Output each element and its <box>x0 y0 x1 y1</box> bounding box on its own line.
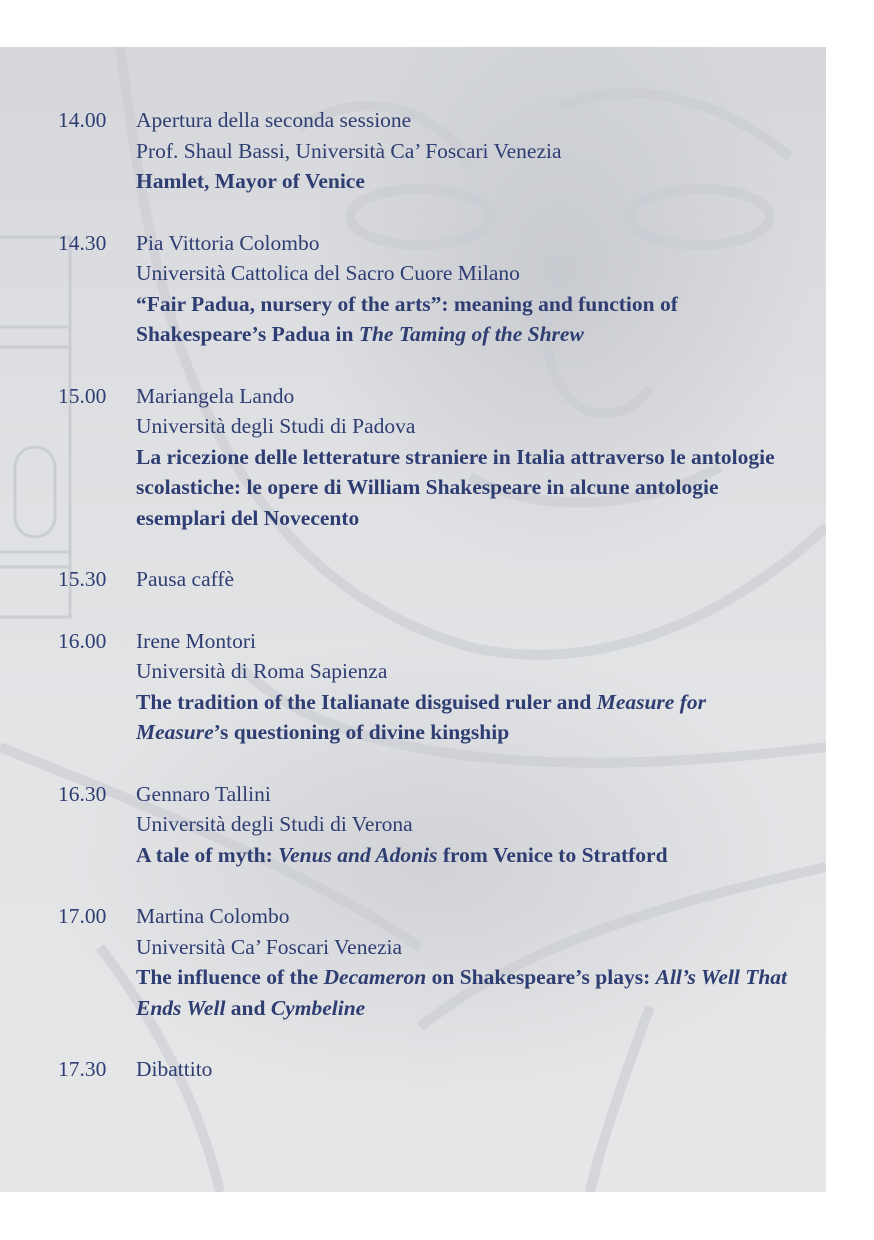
work-title-italic: All’s Well That Ends Well <box>136 965 788 1020</box>
talk-title <box>136 840 798 871</box>
session-programme <box>58 105 798 1116</box>
talk-title <box>136 687 798 748</box>
session-heading: Mariangela Lando <box>136 383 295 408</box>
speaker-affiliation: Università degli Studi di Verona <box>136 812 413 836</box>
session-slot <box>58 1054 798 1085</box>
session-time: 14.30 <box>58 230 107 255</box>
session-details <box>136 779 798 871</box>
session-details <box>136 228 798 350</box>
session-slot <box>58 564 798 595</box>
work-title-italic: Venus and Adonis <box>278 842 438 867</box>
speaker-affiliation: Prof. Shaul Bassi, Università Ca’ Foscari Venezia <box>136 138 562 163</box>
work-title-italic: Measure for Measure <box>136 689 706 744</box>
talk-title-segment: “Fair Padua, nursery of the arts”: meaning and function of Shakespeare’s Padua in <box>136 291 678 346</box>
talk-title-segment: from Venice to Stratford <box>437 842 668 867</box>
talk-title-segment: Hamlet, Mayor of Venice <box>136 169 365 193</box>
speaker-affiliation: Università Cattolica del Sacro Cuore Milano <box>136 261 520 285</box>
session-heading: Apertura della seconda sessione <box>136 108 412 132</box>
speaker-affiliation: Università degli Studi di Padova <box>136 414 416 438</box>
talk-title-segment: La ricezione delle letterature straniere in Italia attraverso le antologie scolastiche: le opere di William Shakespeare in alcune antologie esemplari del Novecento <box>136 444 775 530</box>
talk-title-segment: ’s questioning of divine kingship <box>213 720 510 744</box>
talk-title-segment: The influence of the <box>136 965 324 989</box>
session-details <box>136 381 798 534</box>
session-details <box>136 564 798 595</box>
programme-page <box>0 47 826 1192</box>
session-heading: Pia Vittoria Colombo <box>136 230 320 255</box>
session-details <box>136 626 798 748</box>
speaker-affiliation: Università di Roma Sapienza <box>136 659 388 683</box>
session-time: 15.30 <box>58 567 107 591</box>
talk-title-segment: on Shakespeare’s plays: <box>426 965 656 989</box>
talk-title <box>136 289 798 350</box>
session-heading: Pausa caffè <box>136 567 235 591</box>
session-details <box>136 1054 798 1085</box>
session-time: 14.00 <box>58 108 107 132</box>
session-time: 16.00 <box>58 628 107 653</box>
session-slot <box>58 228 798 350</box>
session-heading: Irene Montori <box>136 628 257 653</box>
talk-title-segment: The tradition of the Italianate disguised ruler and <box>136 689 597 714</box>
work-title-italic: Decameron <box>323 965 427 989</box>
session-details <box>136 901 798 1023</box>
session-time: 15.00 <box>58 383 107 408</box>
speaker-affiliation: Università Ca’ Foscari Venezia <box>136 934 403 959</box>
session-time: 16.30 <box>58 781 107 806</box>
talk-title-segment: A tale of myth: <box>136 842 279 867</box>
session-time: 17.30 <box>58 1057 107 1081</box>
session-slot <box>58 779 798 871</box>
session-heading: Dibattito <box>136 1057 213 1081</box>
talk-title <box>136 166 798 197</box>
talk-title <box>136 442 798 534</box>
session-heading: Gennaro Tallini <box>136 781 271 806</box>
session-slot <box>58 105 798 197</box>
talk-title-segment: and <box>225 995 271 1020</box>
session-details <box>136 105 798 197</box>
session-slot <box>58 901 798 1023</box>
session-time: 17.00 <box>58 904 107 928</box>
session-slot <box>58 626 798 748</box>
talk-title <box>136 962 798 1023</box>
work-title-italic: The Taming of the Shrew <box>358 322 584 346</box>
session-heading: Martina Colombo <box>136 904 290 928</box>
work-title-italic: Cymbeline <box>270 995 366 1020</box>
session-slot <box>58 381 798 534</box>
